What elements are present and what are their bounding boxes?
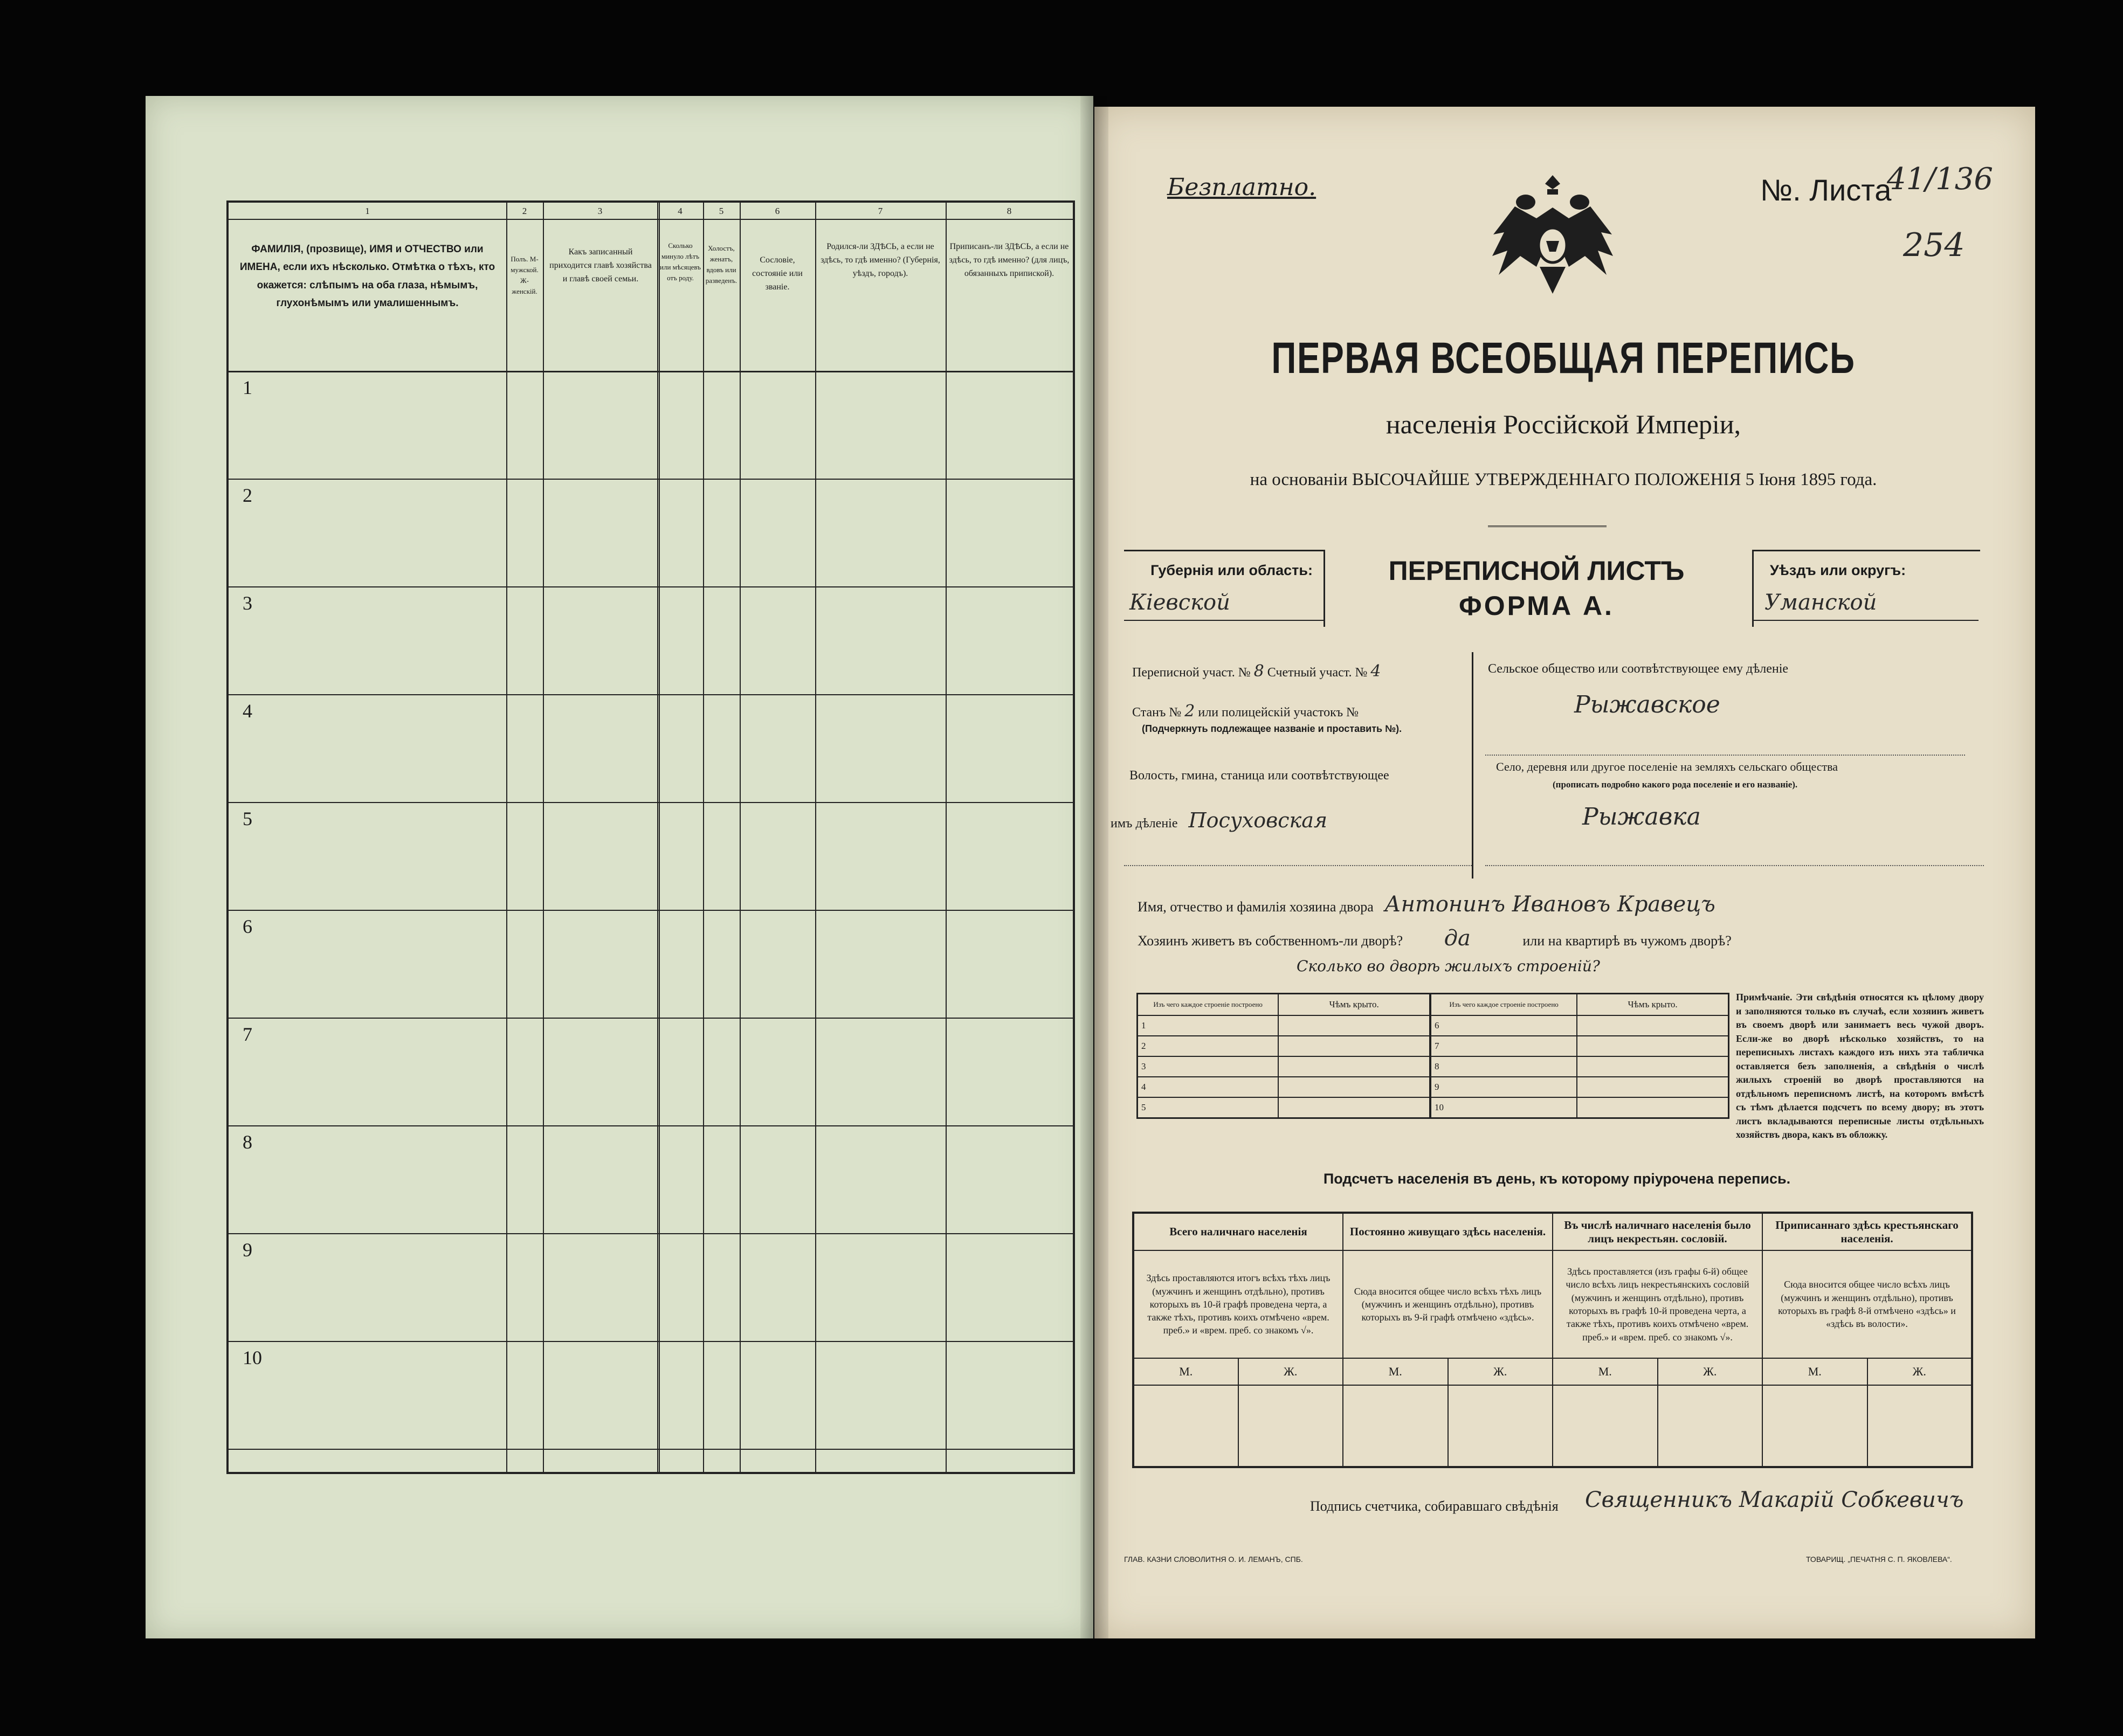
header-age-column: Сколько минуло лѣтъ или мѣсяцевъ отъ роду. [660,241,701,282]
col-number-4: 4 [678,206,683,216]
row-number-9: 9 [243,1239,252,1261]
stan-value: 2 [1184,702,1195,721]
own-yard-value: да [1444,926,1471,951]
dwell-row-4: 4 [1138,1077,1279,1097]
dwell-row-8: 8 [1430,1056,1577,1077]
count-col4-text: Сюда вносится общее число всѣхъ лицъ (мужчинъ и женщинъ отдѣльно), противъ которыхъ въ графѣ 8-й отмѣчено «здѣсь» и «здѣсь въ волости». [1762,1250,1972,1358]
header-marital-column: Холостъ, женатъ, вдовъ или разведенъ. [705,244,737,285]
note-text: Примѣчаніе. Эти свѣдѣнія относятся къ цѣлому двору и заполняются только въ случаѣ, если хозяинъ живетъ въ своемъ дворѣ или занимаетъ весь чужой дворъ. Если-же во дворѣ нѣсколько хозяйствъ, то на переписныхъ листахъ каждого изъ нихъ эта табличка оставляется безъ заполненія, а свѣдѣнія о числѣ жилыхъ строеній во дворѣ проставляются на отдѣльномъ переписномъ листѣ, на которомъ вмѣстѣ съ тѣмъ дѣлается подсчетъ по всему двору; въ этотъ листъ вкладываются переписные листы отдѣльныхъ хозяйствъ двора, какъ въ обложку. [1736,992,1984,1140]
society-label: Сельское общество или соотвѣтствующее ему дѣленіе [1488,662,1789,676]
printer-right: ТОВАРИЩ. „ПЕЧАТНЯ С. П. ЯКОВЛЕВА“. [1806,1555,1952,1564]
count-female-3: Ж. [1658,1358,1763,1385]
row-number-5: 5 [243,808,252,829]
double-headed-eagle-emblem [1488,164,1617,307]
count-col3-text: Здѣсь проставляется (изъ графы 6-й) общее число всѣхъ лицъ некрестьянскихъ сословій (мужчинъ и женщинъ отдѣльно), противъ которыхъ въ графѣ 10-й проведена черта, а также тѣхъ, противъ коихъ отмѣчено «врем. преб.» и «врем. преб. со знакомъ √». [1553,1250,1762,1358]
dwell-row-5: 5 [1138,1097,1279,1118]
count-male-3: М. [1553,1358,1658,1385]
header-relation-column: Какъ записанный приходится главѣ хозяйства и главѣ своей семьи. [549,247,652,283]
col-number-8: 8 [1007,206,1012,216]
dwell-row-2: 2 [1138,1036,1279,1056]
province-box [1124,550,1325,627]
row-number-3: 3 [243,592,252,614]
count-male-4: М. [1762,1358,1867,1385]
census-area-row [1132,662,1381,681]
count-title: Подсчетъ населенія въ день, къ которому пріурочена перепись. [1323,1171,1791,1187]
village-note: (прописать подробно какого рода поселеніе и его названіе). [1553,779,1798,790]
district-box [1752,550,1980,627]
col-number-2: 2 [522,206,527,216]
col-number-6: 6 [775,206,780,216]
census-area-label: Переписной участ. № [1132,666,1251,680]
district-label: Уѣздъ или округъ: [1770,562,1906,578]
row-number-6: 6 [243,916,252,937]
count-female-4: Ж. [1867,1358,1973,1385]
count-col1-head: Всего наличнаго населенія [1133,1213,1343,1250]
count-col2-text: Сюда вносится общее число всѣхъ тѣхъ лицъ (мужчинъ и женщинъ отдѣльно), противъ которыхъ въ 9-й графѣ отмѣчено «здѣсь». [1343,1250,1553,1358]
count-female-2: Ж. [1448,1358,1553,1385]
dwell-row-3: 3 [1138,1056,1279,1077]
dwell-row-10: 10 [1430,1097,1577,1118]
count-col3-head: Въ числѣ наличнаго населенія было лицъ некрестьян. сословій. [1553,1213,1762,1250]
dwell-head-roof-left: Чѣмъ крыто. [1278,994,1430,1015]
header-sex-column: Полъ. М-мужской. Ж-женскій. [511,255,539,296]
village-value: Рыжавка [1582,803,1701,831]
census-subtitle: населенія Россійской Имперіи, [1386,409,1741,439]
header-name-column: ФАМИЛІЯ, (прозвище), ИМЯ и ОТЧЕСТВО или ИМЕНА, если ихъ нѣсколько. Отмѣтка о тѣхъ, кто окажется: слѣпымъ на оба глаза, нѣмымъ, глухонѣмымъ или умалишеннымъ. [239,244,495,309]
row-number-10: 10 [243,1347,262,1368]
printer-left: ГЛАВ. КАЗНИ СЛОВОЛИТНЯ О. И. ЛЕМАНЪ, СПБ. [1124,1555,1303,1564]
col-number-1: 1 [365,206,370,216]
book-spine [1080,96,1108,1638]
province-value: Кіевской [1129,590,1230,615]
col-number-5: 5 [719,206,724,216]
yard-row [1138,926,1732,951]
sheet-number-label: №. Листа [1760,173,1892,207]
stan-row [1132,702,1359,721]
signature-value: Священникъ Макарій Собкевичъ [1585,1488,1964,1512]
province-label: Губернія или область: [1150,562,1313,578]
row-number-7: 7 [243,1023,252,1045]
stan-label: Станъ № [1132,706,1182,720]
row-number-1: 1 [243,377,252,398]
census-area-value: 8 [1253,662,1264,681]
own-yard-label: Хозяинъ живетъ въ собственномъ-ли дворѣ? [1138,933,1403,949]
census-basis: на основаніи ВЫСОЧАЙШЕ УТВЕРЖДЕННАГО ПОЛОЖЕНІЯ 5 Іюня 1895 года. [1250,470,1877,489]
volost-row [1111,808,1456,832]
archive-number-handwritten: 254 [1903,226,1965,264]
count-female-1: Ж. [1238,1358,1343,1385]
owner-row [1138,892,1715,917]
population-count-table [1132,1212,1973,1468]
form-title: ПЕРЕПИСНОЙ ЛИСТЪ [1388,556,1685,586]
count-area-value: 4 [1370,662,1381,681]
owner-value: Антонинъ Ивановъ Кравецъ [1384,892,1715,917]
apartment-label: или на квартирѣ въ чужомъ дворѣ? [1522,933,1732,949]
buildings-question: Сколько во дворѣ жилыхъ строеній? [1297,957,1600,975]
district-value: Уманской [1764,590,1877,615]
col-number-7: 7 [878,206,883,216]
dwell-head-material-right: Изъ чего каждое строеніе построено [1430,994,1577,1015]
header-estate-column: Сословіе, состояніе или званіе. [752,255,803,292]
dwell-row-1: 1 [1138,1015,1279,1036]
volost-label: Волость, гмина, станица или соотвѣтствующее [1129,769,1389,783]
owner-label: Имя, отчество и фамилія хозяина двора [1138,899,1374,915]
volost-value: Посуховская [1188,808,1328,832]
count-male-1: М. [1133,1358,1238,1385]
signature-label: Подпись счетчика, собиравшаго свѣдѣнія [1310,1498,1559,1514]
header-registration-column: Приписанъ-ли ЗДѢСЬ, а если не здѣсь, то гдѣ именно? (для лицъ, обязанныхъ припиской). [949,242,1070,278]
form-subtitle: ФОРМА А. [1459,591,1614,621]
free-label: Безплатно. [1167,174,1316,201]
village-label: Село, деревня или другое поселеніе на земляхъ сельскаго общества [1496,760,1838,773]
underline-note: (Подчеркнуть подлежащее названіе и проставить №). [1142,723,1402,734]
census-title: ПЕРВАЯ ВСЕОБЩАЯ ПЕРЕПИСЬ [1271,334,1856,383]
dwell-row-6: 6 [1430,1015,1577,1036]
count-male-2: М. [1343,1358,1448,1385]
dwell-row-7: 7 [1430,1036,1577,1056]
row-number-8: 8 [243,1131,252,1153]
count-area-label: Счетный участ. № [1267,666,1368,680]
volost-label-2: имъ дѣленіе [1111,817,1178,831]
household-members-table [226,200,1075,1474]
ornament-divider [1488,525,1607,527]
society-value: Рыжавское [1574,691,1720,718]
row-number-4: 4 [243,700,252,722]
count-col4-head: Приписаннаго здѣсь крестьянскаго населенія. [1762,1213,1972,1250]
police-label: или полицейскій участокъ № [1198,706,1359,720]
sheet-number-handwritten: 41/136 [1887,162,1994,197]
dwellings-table [1136,993,1729,1119]
count-col1-text: Здѣсь проставляются итогъ всѣхъ тѣхъ лицъ (мужчинъ и женщинъ отдѣльно), противъ которыхъ въ 10-й графѣ проведена черта, а также тѣхъ, противъ коихъ отмѣчено «врем. преб.» и «врем. преб. со знакомъ √». [1133,1250,1343,1358]
dwell-head-roof-right: Чѣмъ крыто. [1577,994,1728,1015]
dwell-row-9: 9 [1430,1077,1577,1097]
dwell-head-material-left: Изъ чего каждое строеніе построено [1138,994,1279,1015]
row-number-2: 2 [243,485,252,506]
count-col2-head: Постоянно живущаго здѣсь населенія. [1343,1213,1553,1250]
col-number-3: 3 [597,206,603,216]
header-birthplace-column: Родился-ли ЗДѢСЬ, а если не здѣсь, то гдѣ именно? (Губернія, уѣздъ, городъ). [821,242,940,278]
